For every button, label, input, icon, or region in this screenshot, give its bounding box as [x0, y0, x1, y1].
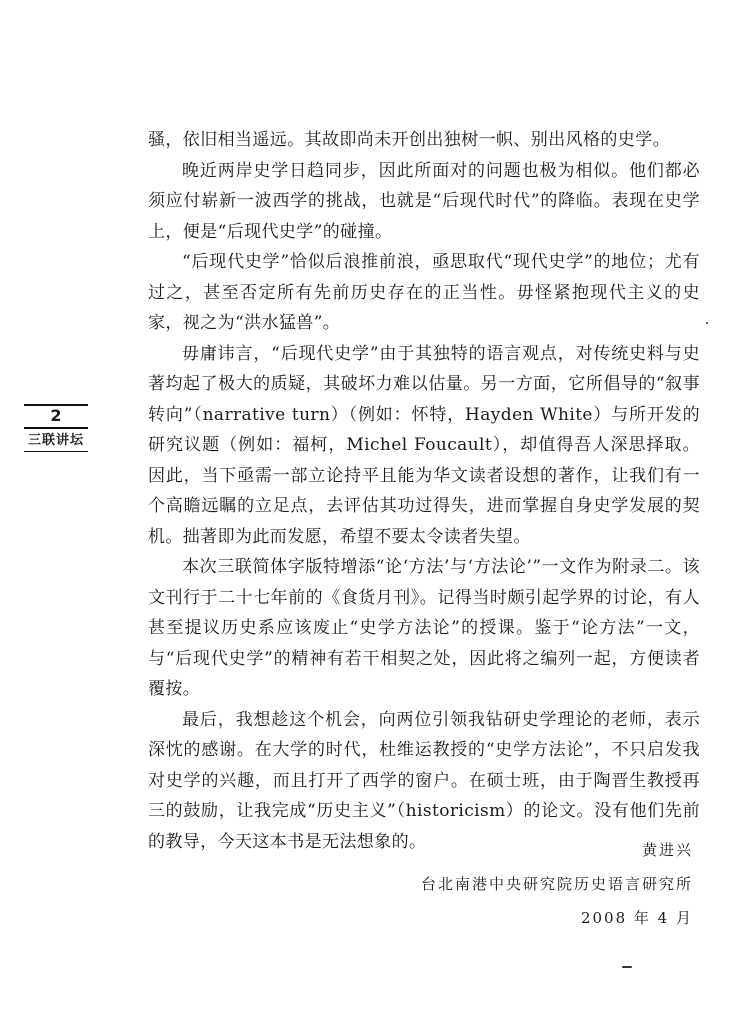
series-title: 三联讲坛 [24, 429, 88, 452]
paragraph: 本次三联简体字版特增添“论‘方法’与‘方法论’”一文作为附录二。该文刊行于二十七年前的《食货月刊》。记得当时颇引起学界的讨论，有人甚至提议历史系应该废止“史学方法论”的授课。鉴于“论方法”一文，与“后现代史学”的精神有若干相契之处，因此将之编列一起，方便读者覆按。 [148, 557, 700, 699]
page-number: 2 [24, 404, 88, 429]
paragraph: 毋庸讳言，“后现代史学”由于其独特的语言观点，对传统史料与史著均起了极大的质疑，其破坏力难以估量。另一方面，它所倡导的“叙事转向”（narrative turn）（例如：怀特，Hayden White）与所开发的研究议题（例如：福柯，Michel Foucault），却值得吾人深思择取。因此，当下亟需一部立论持平且能为华文读者设想的著作，让我们有一个高瞻远瞩的立足点，去评估其功过得失，进而掌握自身史学发展的契机。拙著即为此而发愿，希望不要太令读者失望。 [148, 343, 700, 547]
signature-block [421, 833, 693, 935]
paragraph: 最后，我想趁这个机会，向两位引领我钻研史学理论的老师，表示深忱的感谢。在大学的时代，杜维运教授的“史学方法论”，不只启发我对史学的兴趣，而且打开了西学的窗户。在硕士班，由于陶晋生教授再三的鼓励，让我完成“历史主义”（historicism）的论文。没有他们先前的教导，今天这本书是无法想象的。 [148, 709, 700, 852]
margin-page-mark [24, 404, 88, 452]
author-affiliation: 台北南港中央研究院历史语言研究所 [420, 875, 693, 893]
signature-date: 2008 年 4 月 [580, 909, 693, 927]
scan-speck [706, 322, 708, 324]
paragraph: “后现代史学”恰似后浪推前浪，亟思取代“现代史学”的地位；尤有过之，甚至否定所有先前历史存在的正当性。毋怪紧抱现代主义的史家，视之为“洪水猛兽”。 [148, 252, 700, 333]
page-body [148, 125, 700, 857]
paragraph-continued: 骚，依旧相当遥远。其故即尚未开创出独树一帜、别出风格的史学。 [148, 130, 670, 150]
author-name: 黄进兴 [641, 841, 693, 859]
scan-speck [622, 966, 632, 968]
paragraph: 晚近两岸史学日趋同步，因此所面对的问题也极为相似。他们都必须应付崭新一波西学的挑战，也就是“后现代时代”的降临。表现在史学上，便是“后现代史学”的碰撞。 [148, 160, 700, 242]
